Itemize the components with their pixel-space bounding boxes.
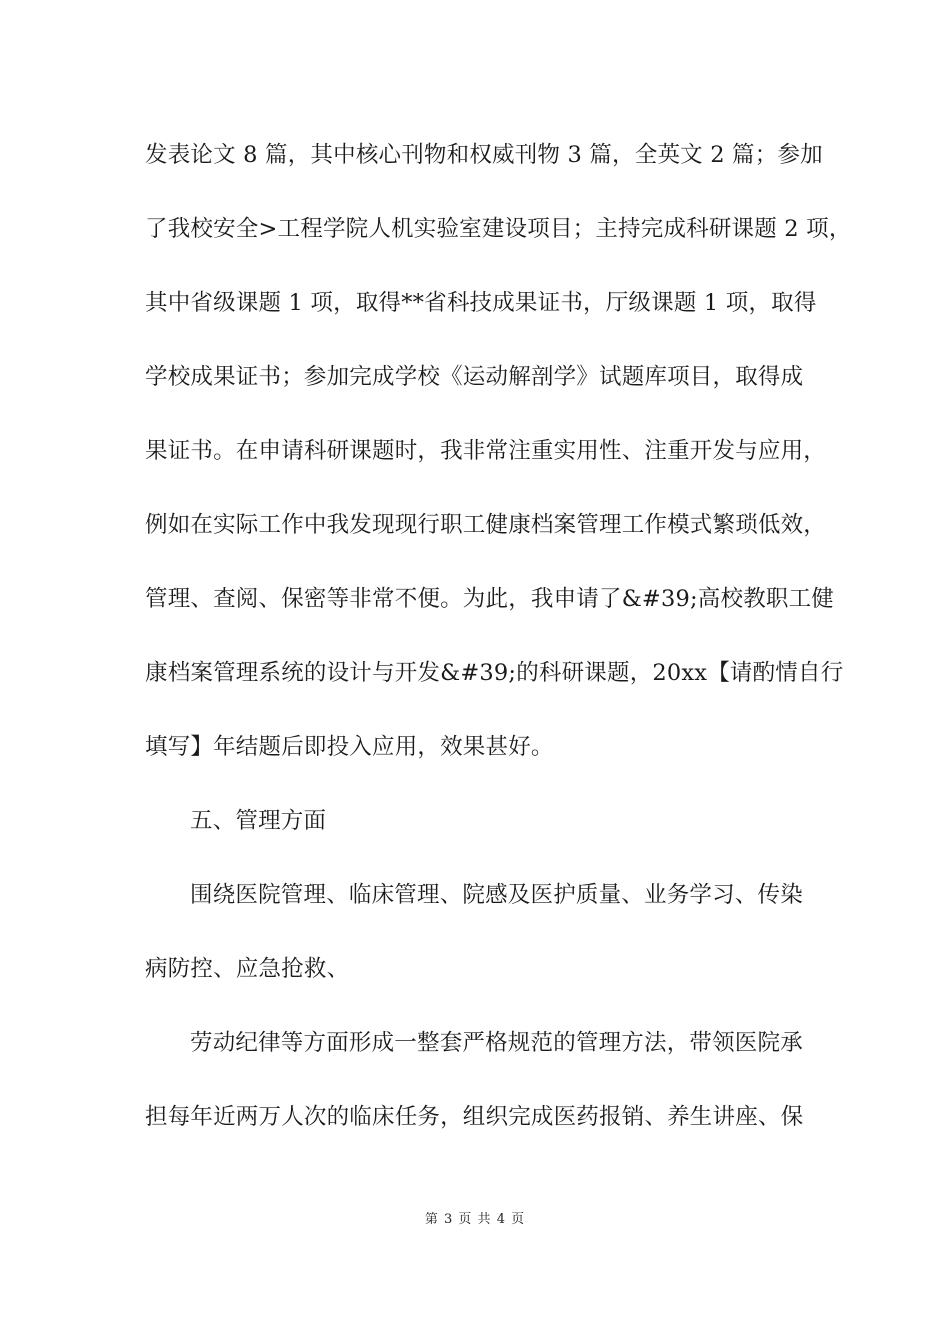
page-footer — [0, 1208, 950, 1227]
text-line-8: 康档案管理系统的设计与开发&#39;的科研课题，20xx【请酌情自行 — [145, 660, 844, 686]
text-line-2: 了我校安全>工程学院人机实验室建设项目；主持完成科研课题 2 项， — [145, 216, 852, 242]
text-line-12: 病防控、应急抢救、 — [145, 956, 350, 982]
text-line-3: 其中省级课题 1 项，取得**省科技成果证书，厅级课题 1 项，取得 — [145, 290, 817, 316]
text-line-11: 围绕医院管理、临床管理、院感及医护质量、业务学习、传染 — [190, 882, 803, 908]
text-line-1: 发表论文 8 篇，其中核心刊物和权威刊物 3 篇，全英文 2 篇；参加 — [145, 142, 823, 168]
section-heading: 五、管理方面 — [190, 808, 327, 834]
text-line-13: 劳动纪律等方面形成一整套严格规范的管理方法，带领医院承 — [190, 1030, 803, 1056]
text-line-5: 果证书。在申请科研课题时，我非常注重实用性、注重开发与应用， — [145, 438, 827, 464]
document-body — [145, 133, 852, 1169]
text-line-4: 学校成果证书；参加完成学校《运动解剖学》试题库项目，取得成 — [145, 364, 804, 390]
text-line-14: 担每年近两万人次的临床任务，组织完成医药报销、养生讲座、保 — [145, 1104, 804, 1130]
text-line-6: 例如在实际工作中我发现现行职工健康档案管理工作模式繁琐低效， — [145, 512, 827, 538]
text-line-7: 管理、查阅、保密等非常不便。为此，我申请了&#39;高校教职工健 — [145, 586, 834, 612]
page-number-label: 第 3 页 共 4 页 — [424, 1212, 526, 1227]
text-line-9: 填写】年结题后即投入应用，效果甚好。 — [145, 734, 554, 760]
